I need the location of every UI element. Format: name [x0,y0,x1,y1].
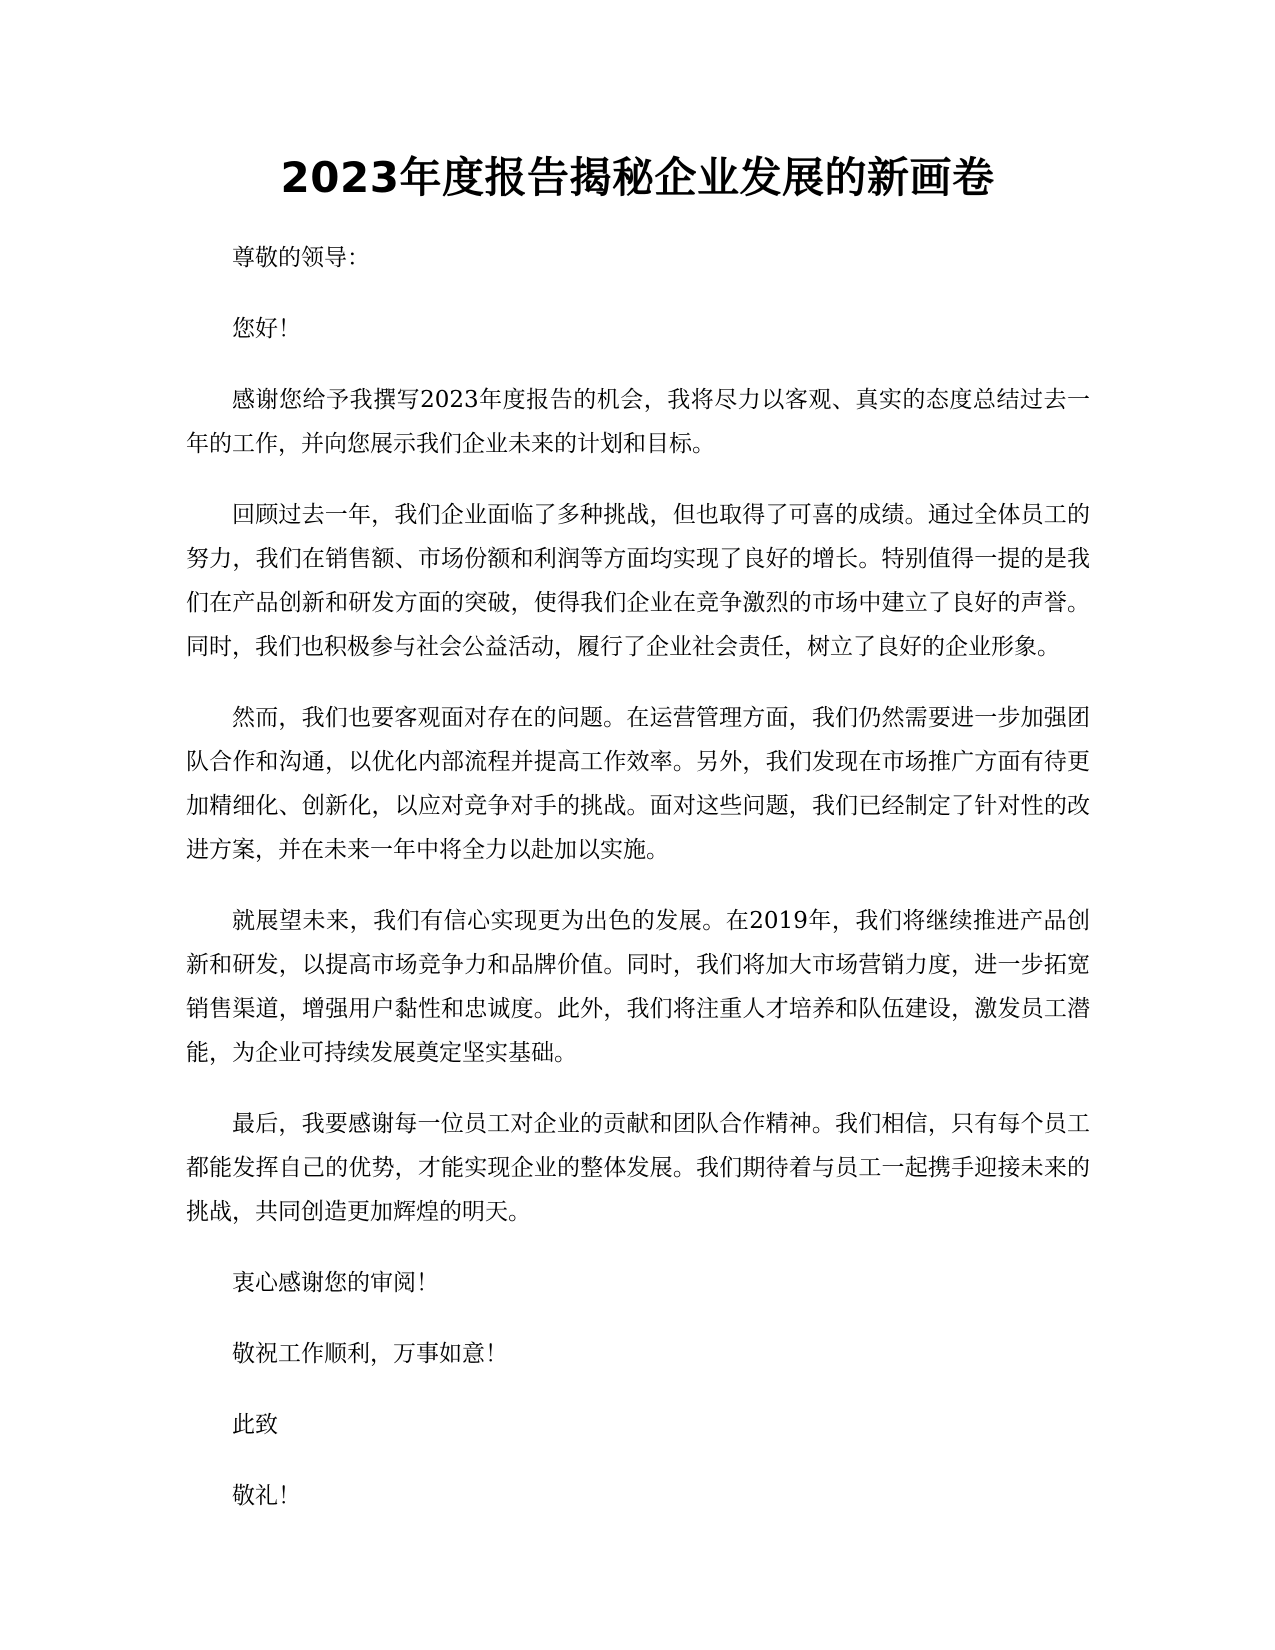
thanks-line: 衷心感谢您的审阅！ [232,1270,439,1296]
document-title: 2023年度报告揭秘企业发展的新画卷 [280,153,995,202]
salutation: 尊敬的领导： [232,245,370,271]
body-paragraph-intro: 感谢您给予我撰写2023年度报告的机会，我将尽力以客观、真实的态度总结过去一年的工作，并向您展示我们企业未来的计划和目标。 [186,387,1090,457]
greeting: 您好！ [232,316,301,342]
regards-line: 敬礼！ [232,1483,301,1509]
body-paragraph-review: 回顾过去一年，我们企业面临了多种挑战，但也取得了可喜的成绩。通过全体员工的努力，我们在销售额、市场份额和利润等方面均实现了良好的增长。特别值得一提的是我们在产品创新和研发方面的突破，使得我们企业在竞争激烈的市场中建立了良好的声誉。同时，我们也积极参与社会公益活动，履行了企业社会责任，树立了良好的企业形象。 [186,502,1090,660]
body-paragraph-problems: 然而，我们也要客观面对存在的问题。在运营管理方面，我们仍然需要进一步加强团队合作和沟通，以优化内部流程并提高工作效率。另外，我们发现在市场推广方面有待更加精细化、创新化，以应对竞争对手的挑战。面对这些问题，我们已经制定了针对性的改进方案，并在未来一年中将全力以赴加以实施。 [186,705,1090,863]
body-paragraph-closing: 最后，我要感谢每一位员工对企业的贡献和团队合作精神。我们相信，只有每个员工都能发挥自己的优势，才能实现企业的整体发展。我们期待着与员工一起携手迎接未来的挑战，共同创造更加辉煌的明天。 [186,1111,1090,1225]
body-paragraph-outlook: 就展望未来，我们有信心实现更为出色的发展。在2019年，我们将继续推进产品创新和研发，以提高市场竞争力和品牌价值。同时，我们将加大市场营销力度，进一步拓宽销售渠道，增强用户黏性和忠诚度。此外，我们将注重人才培养和队伍建设，激发员工潜能，为企业可持续发展奠定坚实基础。 [186,908,1090,1066]
wishes-line: 敬祝工作顺利，万事如意！ [232,1341,508,1367]
closing-line: 此致 [232,1412,278,1438]
document-body [186,236,1090,1545]
